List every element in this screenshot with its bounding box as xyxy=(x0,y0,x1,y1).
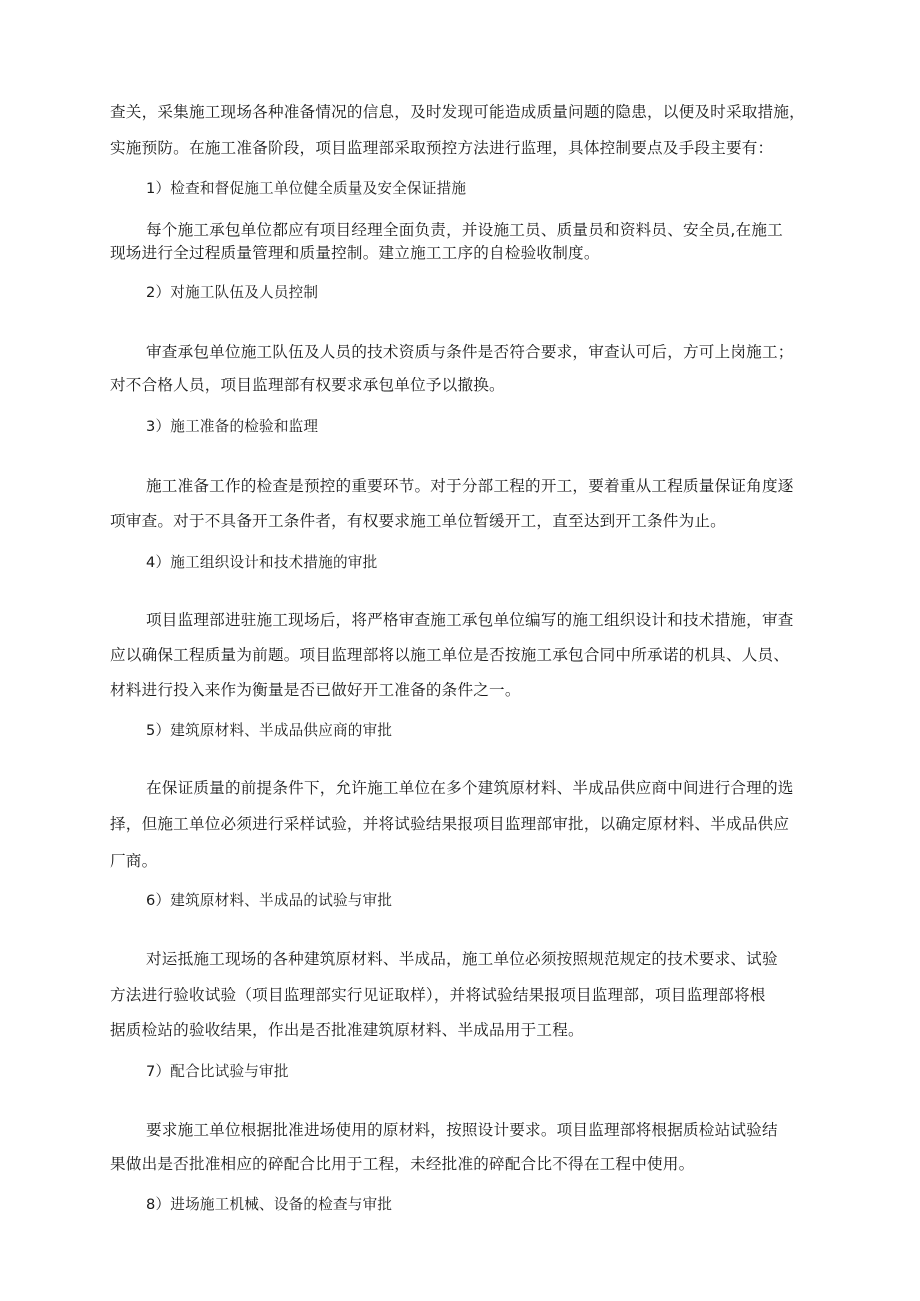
intro-line: 实施预防。在施工准备阶段，项目监理部采取预控方法进行监理，具体控制要点及手段主要有： xyxy=(110,139,774,157)
section-heading: 2）对施工队伍及人员控制 xyxy=(146,284,319,301)
paragraph-line: 择，但施工单位必须进行采样试验，并将试验结果报项目监理部审批，以确定原材料、半成品供应 xyxy=(110,815,790,833)
section-heading: 8）进场施工机械、设备的检查与审批 xyxy=(146,1196,393,1213)
intro-line: 查关，采集施工现场各种准备情况的信息，及时发现可能造成质量问题的隐患，以便及时采取措施， xyxy=(110,103,805,121)
paragraph-line: 在保证质量的前提条件下，允许施工单位在多个建筑原材料、半成品供应商中间进行合理的选 xyxy=(146,779,794,797)
section-heading: 3）施工准备的检验和监理 xyxy=(146,418,319,435)
paragraph-line: 应以确保工程质量为前题。项目监理部将以施工单位是否按施工承包合同中所承诺的机具、人员、 xyxy=(110,646,790,664)
paragraph-line: 据质检站的验收结果，作出是否批准建筑原材料、半成品用于工程。 xyxy=(110,1021,584,1039)
paragraph-line: 果做出是否批准相应的碎配合比用于工程，未经批准的碎配合比不得在工程中使用。 xyxy=(110,1155,695,1173)
section-heading: 4）施工组织设计和技术措施的审批 xyxy=(146,554,378,571)
paragraph-line: 对不合格人员，项目监理部有权要求承包单位予以撤换。 xyxy=(110,376,505,394)
paragraph-line: 材料进行投入来作为衡量是否已做好开工准备的条件之一。 xyxy=(110,681,521,699)
paragraph-line: 审查承包单位施工队伍及人员的技术资质与条件是否符合要求，审查认可后，方可上岗施工； xyxy=(146,343,794,361)
paragraph-line: 对运抵施工现场的各种建筑原材料、半成品，施工单位必须按照规范规定的技术要求、试验 xyxy=(146,950,778,968)
paragraph-line: 方法进行验收试验（项目监理部实行见证取样），并将试验结果报项目监理部，项目监理部将根 xyxy=(110,986,766,1004)
paragraph-line: 施工准备工作的检查是预控的重要环节。对于分部工程的开工，要着重从工程质量保证角度逐 xyxy=(146,477,794,495)
paragraph-line: 厂商。 xyxy=(110,852,158,870)
paragraph-line: 项审查。对于不具备开工条件者，有权要求施工单位暂缓开工，直至达到开工条件为止。 xyxy=(110,512,726,530)
section-heading: 7）配合比试验与审批 xyxy=(146,1063,289,1080)
section-heading: 1）检查和督促施工单位健全质量及安全保证措施 xyxy=(146,180,467,197)
paragraph-line: 要求施工单位根据批准进场使用的原材料，按照设计要求。项目监理部将根据质检站试验结 xyxy=(146,1121,778,1139)
paragraph-line: 现场进行全过程质量管理和质量控制。建立施工工序的自检验收制度。 xyxy=(110,244,600,262)
paragraph-line: 每个施工承包单位都应有项目经理全面负责，并设施工员、质量员和资料员、安全员,在施工 xyxy=(146,221,783,239)
section-heading: 6）建筑原材料、半成品的试验与审批 xyxy=(146,892,393,909)
paragraph-line: 项目监理部进驻施工现场后，将严格审查施工承包单位编写的施工组织设计和技术措施，审查 xyxy=(146,611,794,629)
section-heading: 5）建筑原材料、半成品供应商的审批 xyxy=(146,722,393,739)
